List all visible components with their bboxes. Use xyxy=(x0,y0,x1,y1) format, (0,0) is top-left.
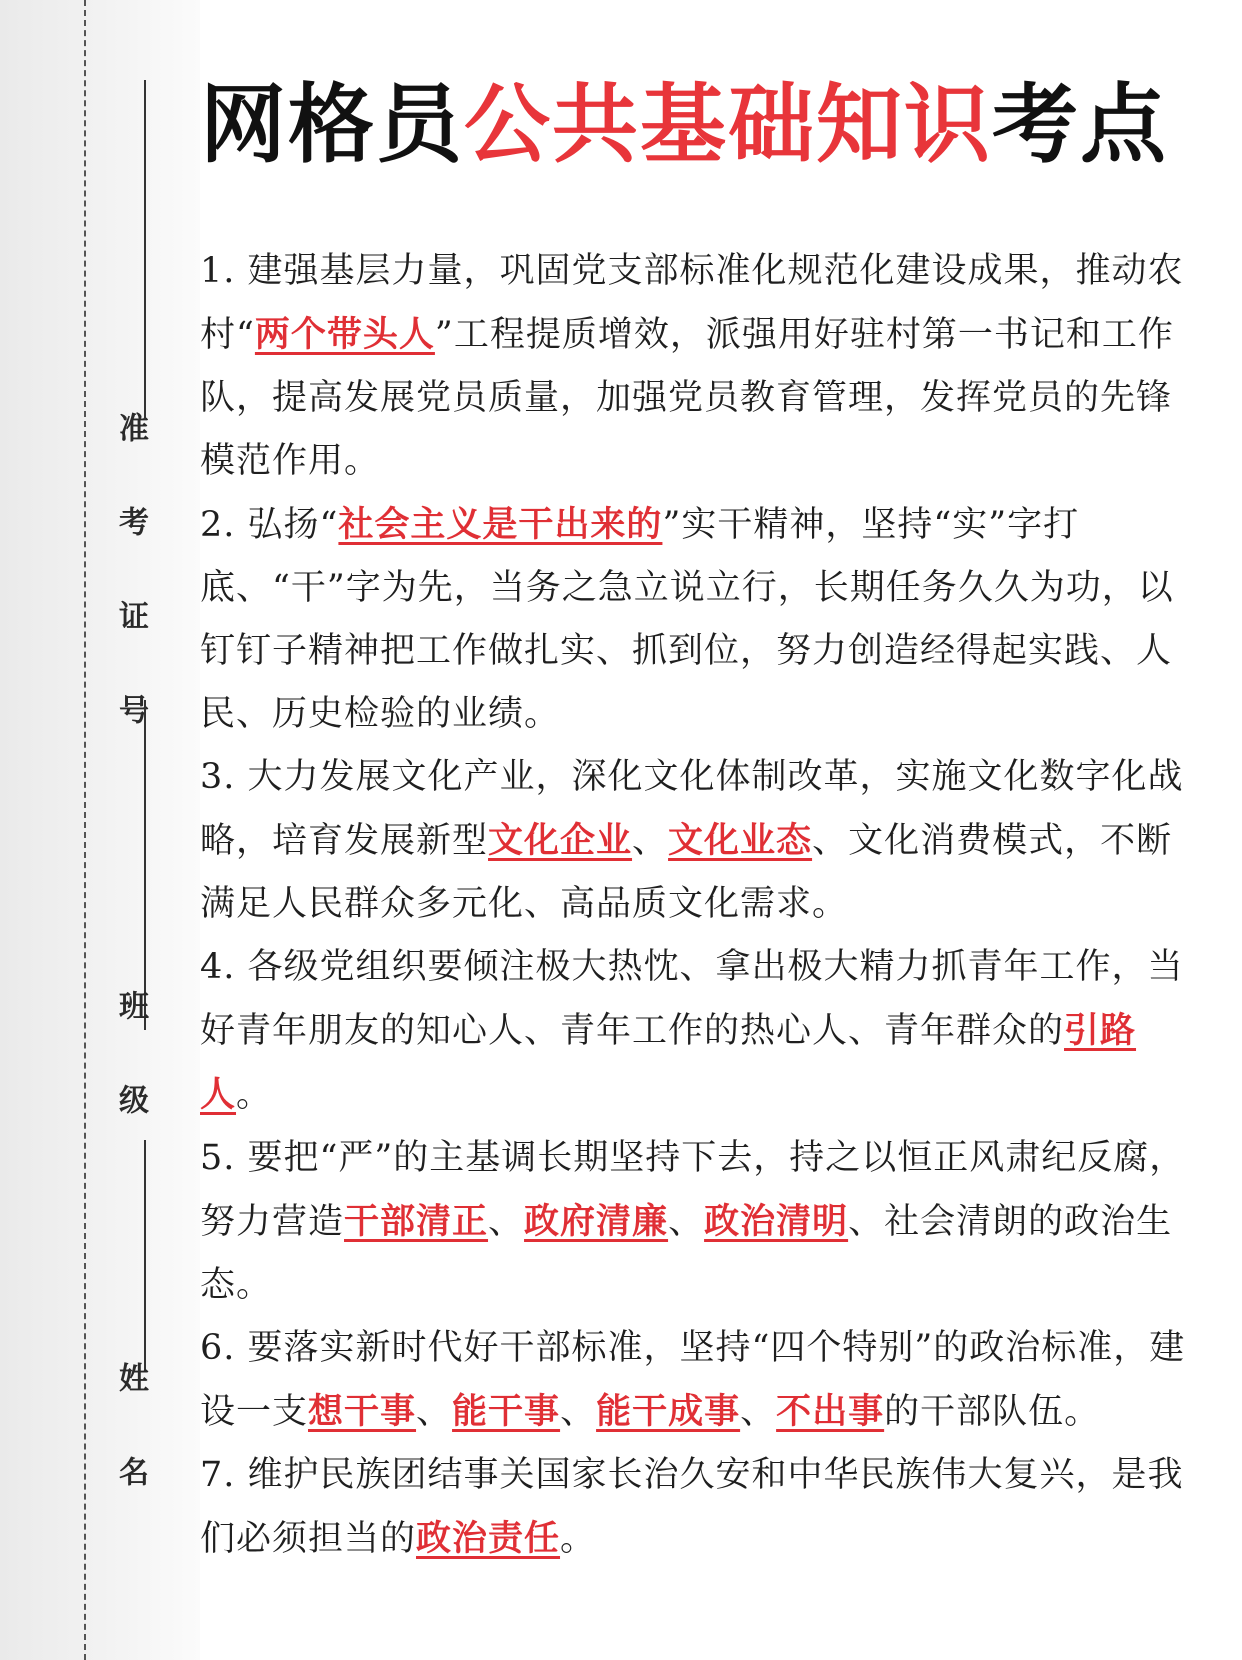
body-text: 2. 弘扬“ xyxy=(200,505,339,545)
highlighted-term: 干部清正 xyxy=(344,1201,489,1242)
title-prefix: 网格员 xyxy=(200,75,464,175)
body-text: 、社会清朗的政治生态。 xyxy=(200,1202,1173,1305)
highlighted-term: 引路人 xyxy=(200,1010,1137,1115)
page-title xyxy=(200,70,1220,180)
highlighted-term: 政治清明 xyxy=(704,1201,849,1242)
highlighted-term: 文化业态 xyxy=(668,820,813,861)
body-text: 、文化消费模式，不断满足人民群众多元化、高品质文化需求。 xyxy=(200,821,1173,924)
highlighted-term: 不出事 xyxy=(776,1391,885,1432)
body-text: 6. 要落实新时代好干部标准，坚持“四个特别”的政治标准，建设一支 xyxy=(200,1328,1186,1432)
body-text: 、 xyxy=(740,1392,777,1432)
title-highlight: 公共基础知识 xyxy=(464,75,992,175)
name-label: 姓名 xyxy=(113,1362,148,1550)
body-text: 的干部队伍。 xyxy=(884,1392,1101,1432)
highlighted-term: 政治责任 xyxy=(416,1518,561,1559)
knowledge-point-3 xyxy=(200,746,1200,936)
class-line xyxy=(144,1140,146,1370)
knowledge-point-1 xyxy=(200,240,1200,493)
exam-number-label: 准考证号 xyxy=(113,412,148,788)
highlighted-term: 文化企业 xyxy=(488,820,633,861)
body-text: 5. 要把“严”的主基调长期坚持下去，持之以恒正风肃纪反腐，努力营造 xyxy=(200,1138,1186,1242)
highlighted-term: 社会主义是干出来的 xyxy=(338,504,663,545)
knowledge-point-7 xyxy=(200,1444,1200,1571)
body-text: 3. 大力发展文化产业，深化文化体制改革，实施文化数字化战略，培育发展新型 xyxy=(200,757,1184,861)
knowledge-point-4 xyxy=(200,936,1200,1127)
highlighted-term: 能干成事 xyxy=(596,1391,741,1432)
body-text: 1. 建强基层力量，巩固党支部标准化规范化建设成果，推动农村“ xyxy=(200,251,1184,355)
body-text: 、 xyxy=(488,1202,525,1242)
highlighted-term: 两个带头人 xyxy=(254,314,435,355)
highlighted-term: 想干事 xyxy=(308,1391,417,1432)
highlighted-term: 政府清廉 xyxy=(524,1201,669,1242)
dashed-cut-line xyxy=(84,0,86,1660)
exam-number-line xyxy=(144,80,146,420)
body-text: 、 xyxy=(416,1392,453,1432)
body-text: 、 xyxy=(632,821,669,861)
body-text: ”实干精神，坚持“实”字打底、“干”字为先，当务之急立说立行，长期任务久久为功，以钉钉子精神把工作做扎实、抓到位，努力创造经得起实践、人民、历史检验的业绩。 xyxy=(200,505,1174,734)
knowledge-point-6 xyxy=(200,1317,1200,1444)
knowledge-points-list xyxy=(200,240,1200,1571)
exam-number-line-lower xyxy=(144,700,146,1030)
knowledge-point-2 xyxy=(200,493,1200,746)
body-text: 7. 维护民族团结事关国家长治久安和中华民族伟大复兴，是我们必须担当的 xyxy=(200,1455,1184,1559)
body-text: 。 xyxy=(236,1075,273,1115)
body-text: 、 xyxy=(560,1392,597,1432)
body-text: ”工程提质增效，派强用好驻村第一书记和工作队，提高发展党员质量，加强党员教育管理，发挥党员的先锋模范作用。 xyxy=(200,315,1174,481)
body-text: 。 xyxy=(560,1519,597,1559)
title-suffix: 考点 xyxy=(992,75,1168,175)
exam-margin-strip xyxy=(0,0,200,1660)
class-label: 班级 xyxy=(113,990,148,1178)
body-text: 、 xyxy=(668,1202,705,1242)
body-text: 4. 各级党组织要倾注极大热忱、拿出极大精力抓青年工作，当好青年朋友的知心人、青年工作的热心人、青年群众的 xyxy=(200,947,1184,1051)
knowledge-point-5 xyxy=(200,1127,1200,1317)
highlighted-term: 能干事 xyxy=(452,1391,561,1432)
